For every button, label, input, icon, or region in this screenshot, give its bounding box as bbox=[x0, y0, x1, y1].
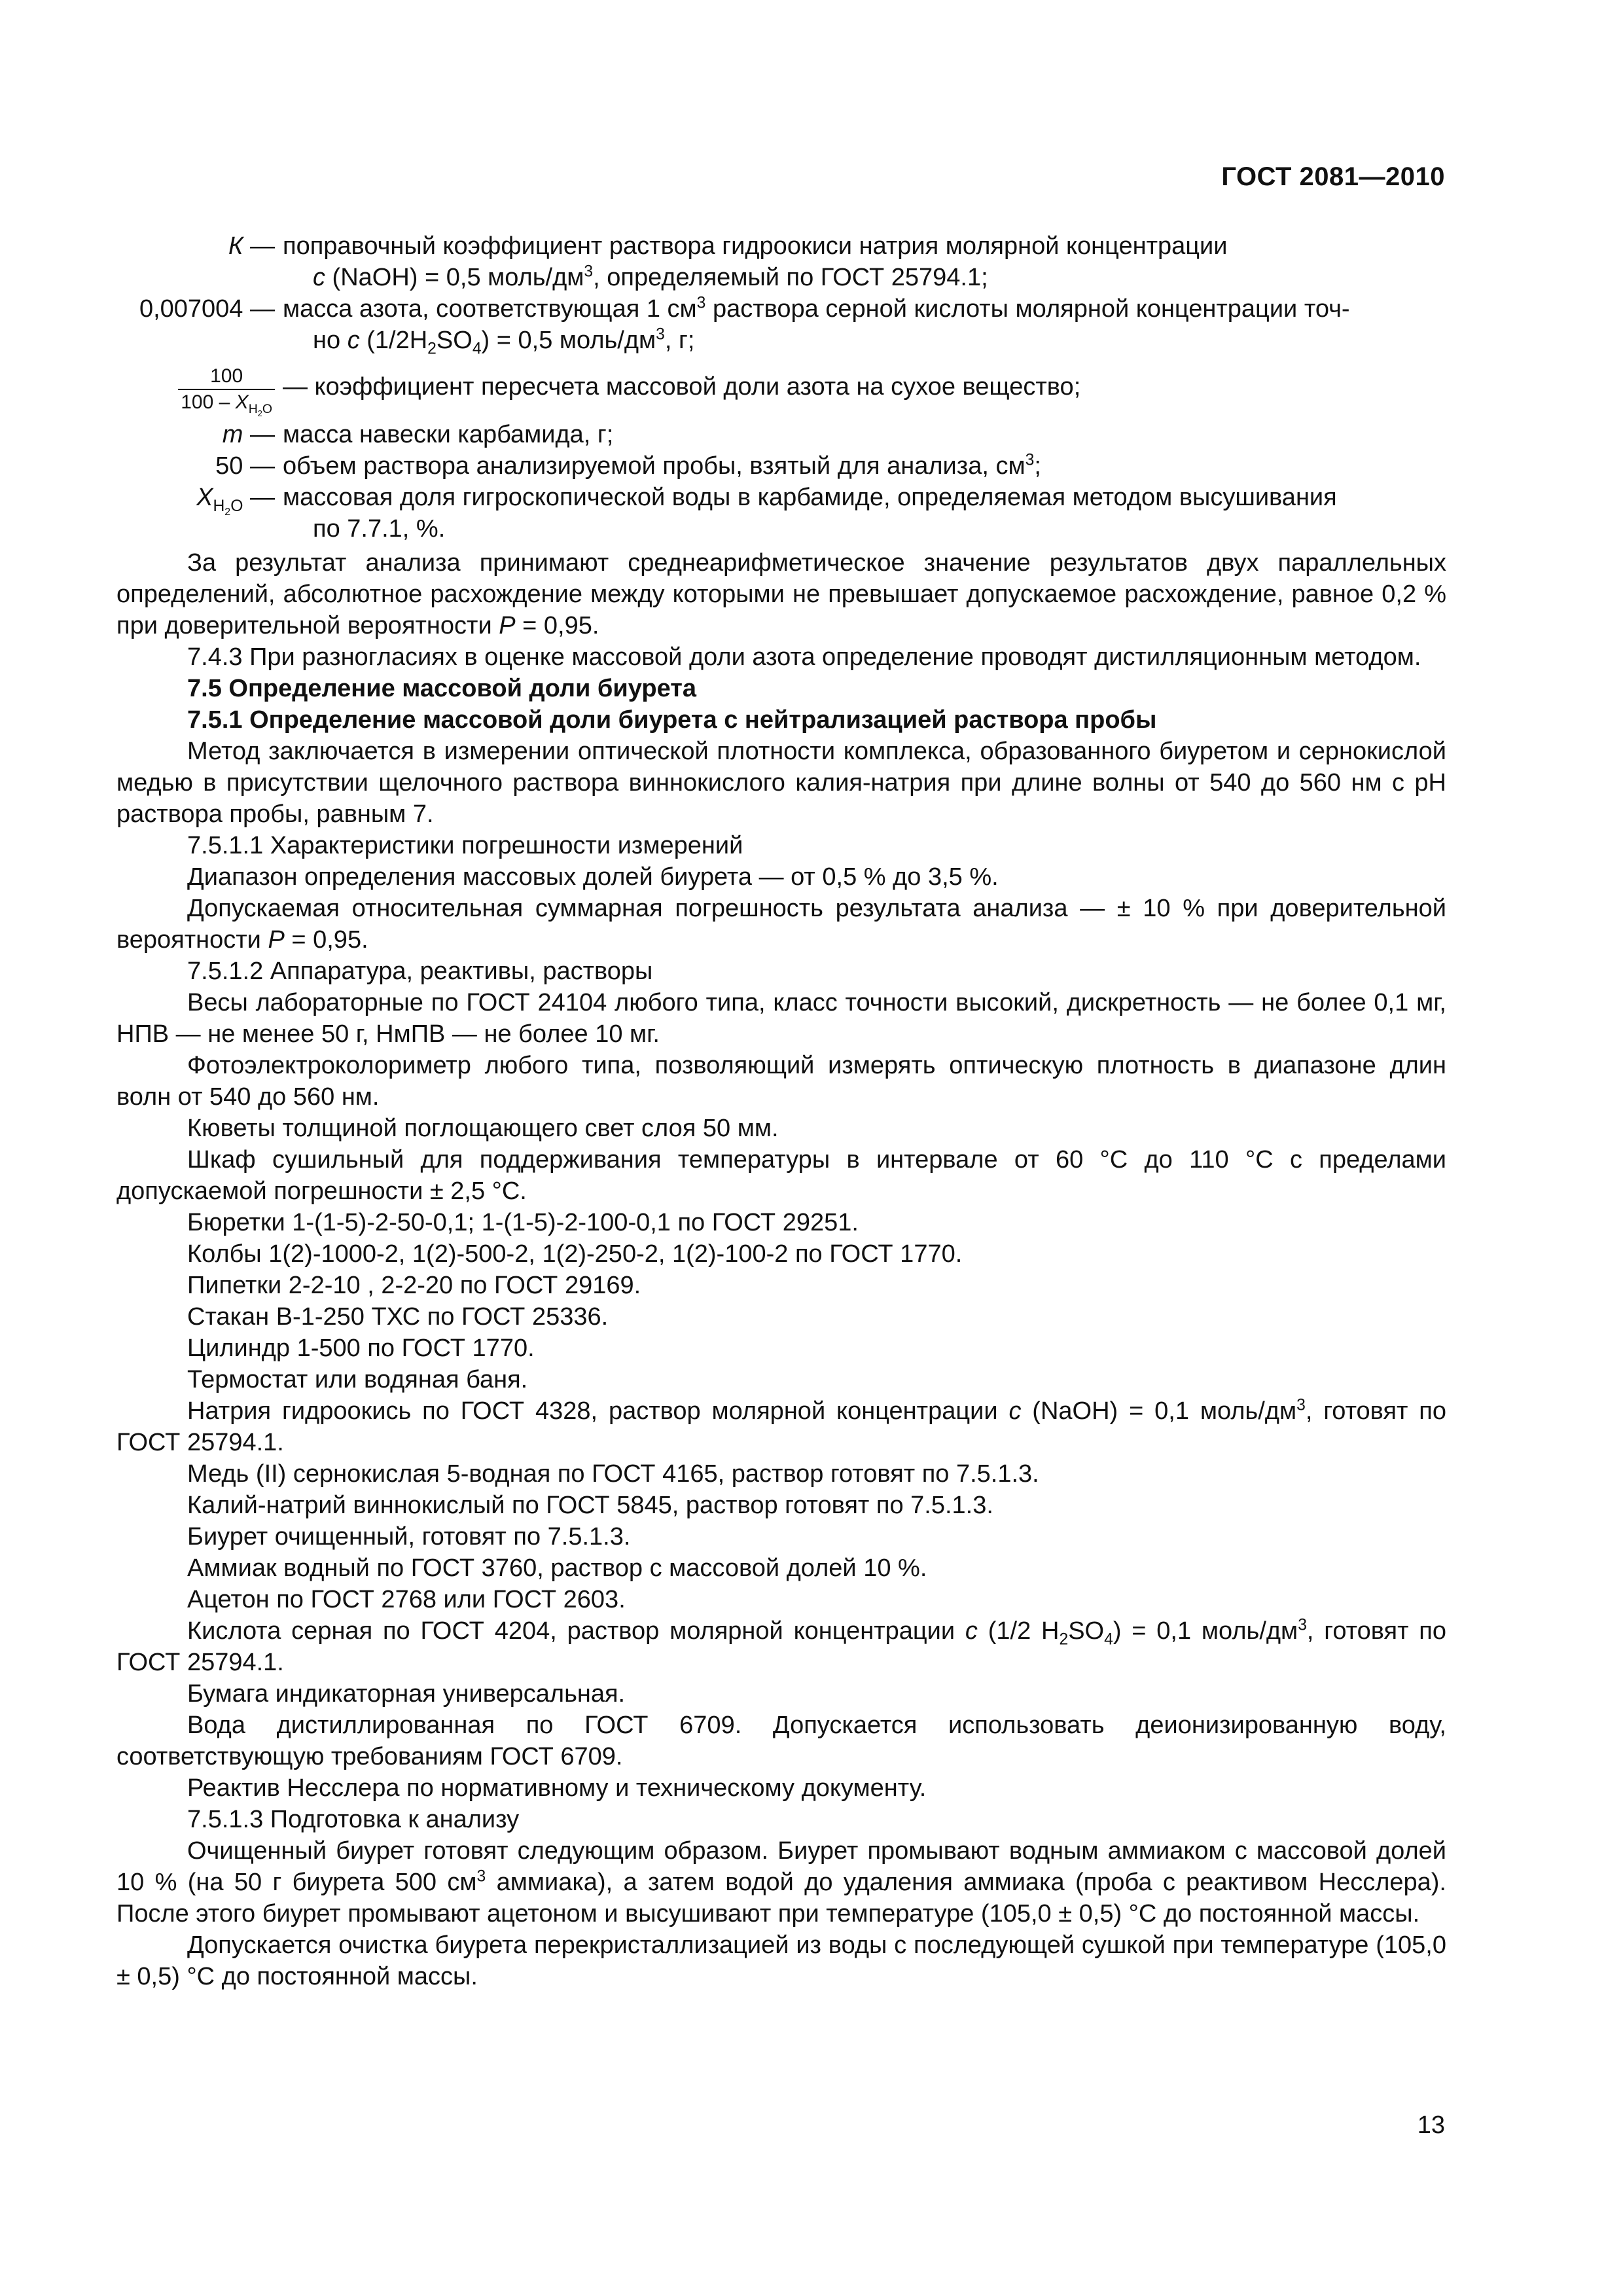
section-heading: 7.5.1 Определение массовой доли биурета с нейтрализацией раствора пробы bbox=[187, 706, 1157, 734]
fraction-denominator: $100 - X_{H_2O}$ bbox=[178, 389, 275, 415]
fraction-numerator: 100 bbox=[210, 365, 243, 387]
definition-volume bbox=[116, 450, 1446, 482]
paragraph: Допускается очистка биурета перекристаллизацией из воды с последующей сушкой при температуре (105,0 ± 0,5) °С до постоянной массы. bbox=[116, 1931, 1446, 1990]
paragraph: Биурет очищенный, готовят по 7.5.1.3. bbox=[187, 1523, 631, 1551]
paragraph: 7.5.1.2 Аппаратура, реактивы, растворы bbox=[187, 958, 653, 985]
def-text: объем раствора анализируемой пробы, взятый для анализа, $см^3$; bbox=[283, 451, 1041, 480]
paragraph: Калий-натрий виннокислый по ГОСТ 5845, раствор готовят по 7.5.1.3. bbox=[187, 1492, 993, 1519]
definition-x-water bbox=[116, 482, 1446, 545]
def-symbol: $X_{H_2O}$ — bbox=[196, 484, 275, 518]
paragraph: 7.4.3 При разногласиях в оценке массовой доли азота определение проводят дистилляционным методом. bbox=[187, 643, 1421, 671]
definition-nitrogen-mass bbox=[116, 293, 1446, 356]
paragraph: Бумага индикаторная универсальная. bbox=[187, 1680, 626, 1708]
body-paragraphs bbox=[116, 547, 1446, 1992]
def-text: поправочный коэффициент раствора гидроокиси натрия молярной концентрации с (NaOH) = 0,5 моль/$дм^3$, определяемый по ГОСТ 25794.1; bbox=[283, 232, 1228, 291]
paragraph: Медь (II) сернокислая 5-водная по ГОСТ 4165, раствор готовят по 7.5.1.3. bbox=[187, 1460, 1039, 1488]
paragraph: Фотоэлектроколориметр любого типа, позволяющий измерять оптическую плотность в диапазоне длин волн от 540 до 560 нм. bbox=[116, 1052, 1446, 1111]
paragraph: Диапазон определения массовых долей биурета — от 0,5 % до 3,5 %. bbox=[187, 863, 999, 891]
def-symbol: m — bbox=[222, 421, 275, 448]
paragraph: За результат анализа принимают среднеарифметическое значение результатов двух параллельных определений, абсолютное расхождение между которыми не превышает допускаемое расхождение, равное 0,2 % при доверительной вероятности Р = 0,95. bbox=[116, 549, 1446, 639]
paragraph: Натрия гидроокись по ГОСТ 4328, раствор молярной концентрации с (NaOH) = 0,1 моль/$дм^3$, готовят по ГОСТ 25794.1. bbox=[116, 1396, 1446, 1456]
paragraph: Реактив Несслера по нормативному и техническому документу. bbox=[187, 1774, 927, 1802]
def-symbol bbox=[116, 359, 283, 418]
def-text: масса азота, соответствующая 1 $см^3$ раствора серной кислоты молярной концентрации точ- но с $(1/2H_2SO_4) = 0,5$ моль/$дм^3$, г; bbox=[283, 294, 1350, 358]
formula-definitions bbox=[116, 230, 1446, 545]
paragraph: 7.5.1.3 Подготовка к анализу bbox=[187, 1806, 520, 1833]
def-text: — коэффициент пересчета массовой доли азота на сухое вещество; bbox=[283, 373, 1081, 401]
paragraph: Кислота серная по ГОСТ 4204, раствор молярной концентрации с (1/2 $H_2SO_4) = 0,1$ моль/$дм^3$, готовят по ГОСТ 25794.1. bbox=[116, 1616, 1446, 1676]
paragraph: Допускаемая относительная суммарная погрешность результата анализа — ± 10 % при доверительной вероятности Р = 0,95. bbox=[116, 895, 1446, 954]
paragraph: Аммиак водный по ГОСТ 3760, раствор с массовой долей 10 %. bbox=[187, 1554, 927, 1582]
def-text: масса навески карбамида, г; bbox=[283, 421, 614, 448]
paragraph: Метод заключается в измерении оптической плотности комплекса, образованного биуретом и сернокислой медью в присутствии щелочного раствора виннокислого калия-натрия при длине волны от 540 до 560 нм с рН раствора пробы, равным 7. bbox=[116, 738, 1446, 828]
paragraph: Шкаф сушильный для поддерживания температуры в интервале от 60 °С до 110 °С с пределами допускаемой погрешности ± 2,5 °С. bbox=[116, 1146, 1446, 1205]
definition-dry-coefficient bbox=[116, 359, 1446, 418]
paragraph: Стакан В-1-250 ТХС по ГОСТ 25336. bbox=[187, 1303, 609, 1331]
paragraph: Колбы 1(2)-1000-2, 1(2)-500-2, 1(2)-250-2, 1(2)-100-2 по ГОСТ 1770. bbox=[187, 1240, 963, 1268]
paragraph: Ацетон по ГОСТ 2768 или ГОСТ 2603. bbox=[187, 1586, 626, 1613]
def-symbol: К — bbox=[228, 232, 275, 260]
def-symbol: 50 — bbox=[215, 452, 275, 480]
definition-k bbox=[116, 230, 1446, 293]
paragraph: Пипетки 2-2-10 , 2-2-20 по ГОСТ 29169. bbox=[187, 1272, 641, 1299]
section-heading: 7.5 Определение массовой доли биурета bbox=[187, 675, 696, 702]
coefficient-fraction bbox=[178, 364, 275, 418]
page-content bbox=[116, 230, 1446, 1992]
document-code: ГОСТ 2081—2010 bbox=[1221, 162, 1445, 191]
paragraph: Бюретки 1-(1-5)-2-50-0,1; 1-(1-5)-2-100-0,1 по ГОСТ 29251. bbox=[187, 1209, 859, 1236]
paragraph: Очищенный биурет готовят следующим образом. Биурет промывают водным аммиаком с массовой долей 10 % (на 50 г биурета 500 $см^3$ аммиака), а затем водой до удаления аммиака (проба с реактивом Несслера). После этого биурет промывают ацетоном и высушивают при температуре (105,0 ± 0,5) °С до постоянной массы. bbox=[116, 1837, 1446, 1928]
paragraph: Вода дистиллированная по ГОСТ 6709. Допускается использовать деионизированную воду, соответствующую требованиям ГОСТ 6709. bbox=[116, 1712, 1446, 1770]
page-number: 13 bbox=[1417, 2111, 1445, 2139]
paragraph: Весы лабораторные по ГОСТ 24104 любого типа, класс точности высокий, дискретность — не более 0,1 мг, НПВ — не менее 50 г, НмПВ — не более 10 мг. bbox=[116, 989, 1446, 1048]
def-text: массовая доля гигроскопической воды в карбамиде, определяемая методом высушивания по 7.7.1, %. bbox=[283, 484, 1337, 543]
def-symbol: 0,007004 — bbox=[139, 295, 275, 323]
paragraph: Цилиндр 1-500 по ГОСТ 1770. bbox=[187, 1335, 535, 1362]
paragraph: Термостат или водяная баня. bbox=[187, 1366, 528, 1393]
definition-m bbox=[116, 419, 1446, 450]
paragraph: 7.5.1.1 Характеристики погрешности измерений bbox=[187, 832, 743, 859]
paragraph: Кюветы толщиной поглощающего свет слоя 50 мм. bbox=[187, 1115, 779, 1142]
